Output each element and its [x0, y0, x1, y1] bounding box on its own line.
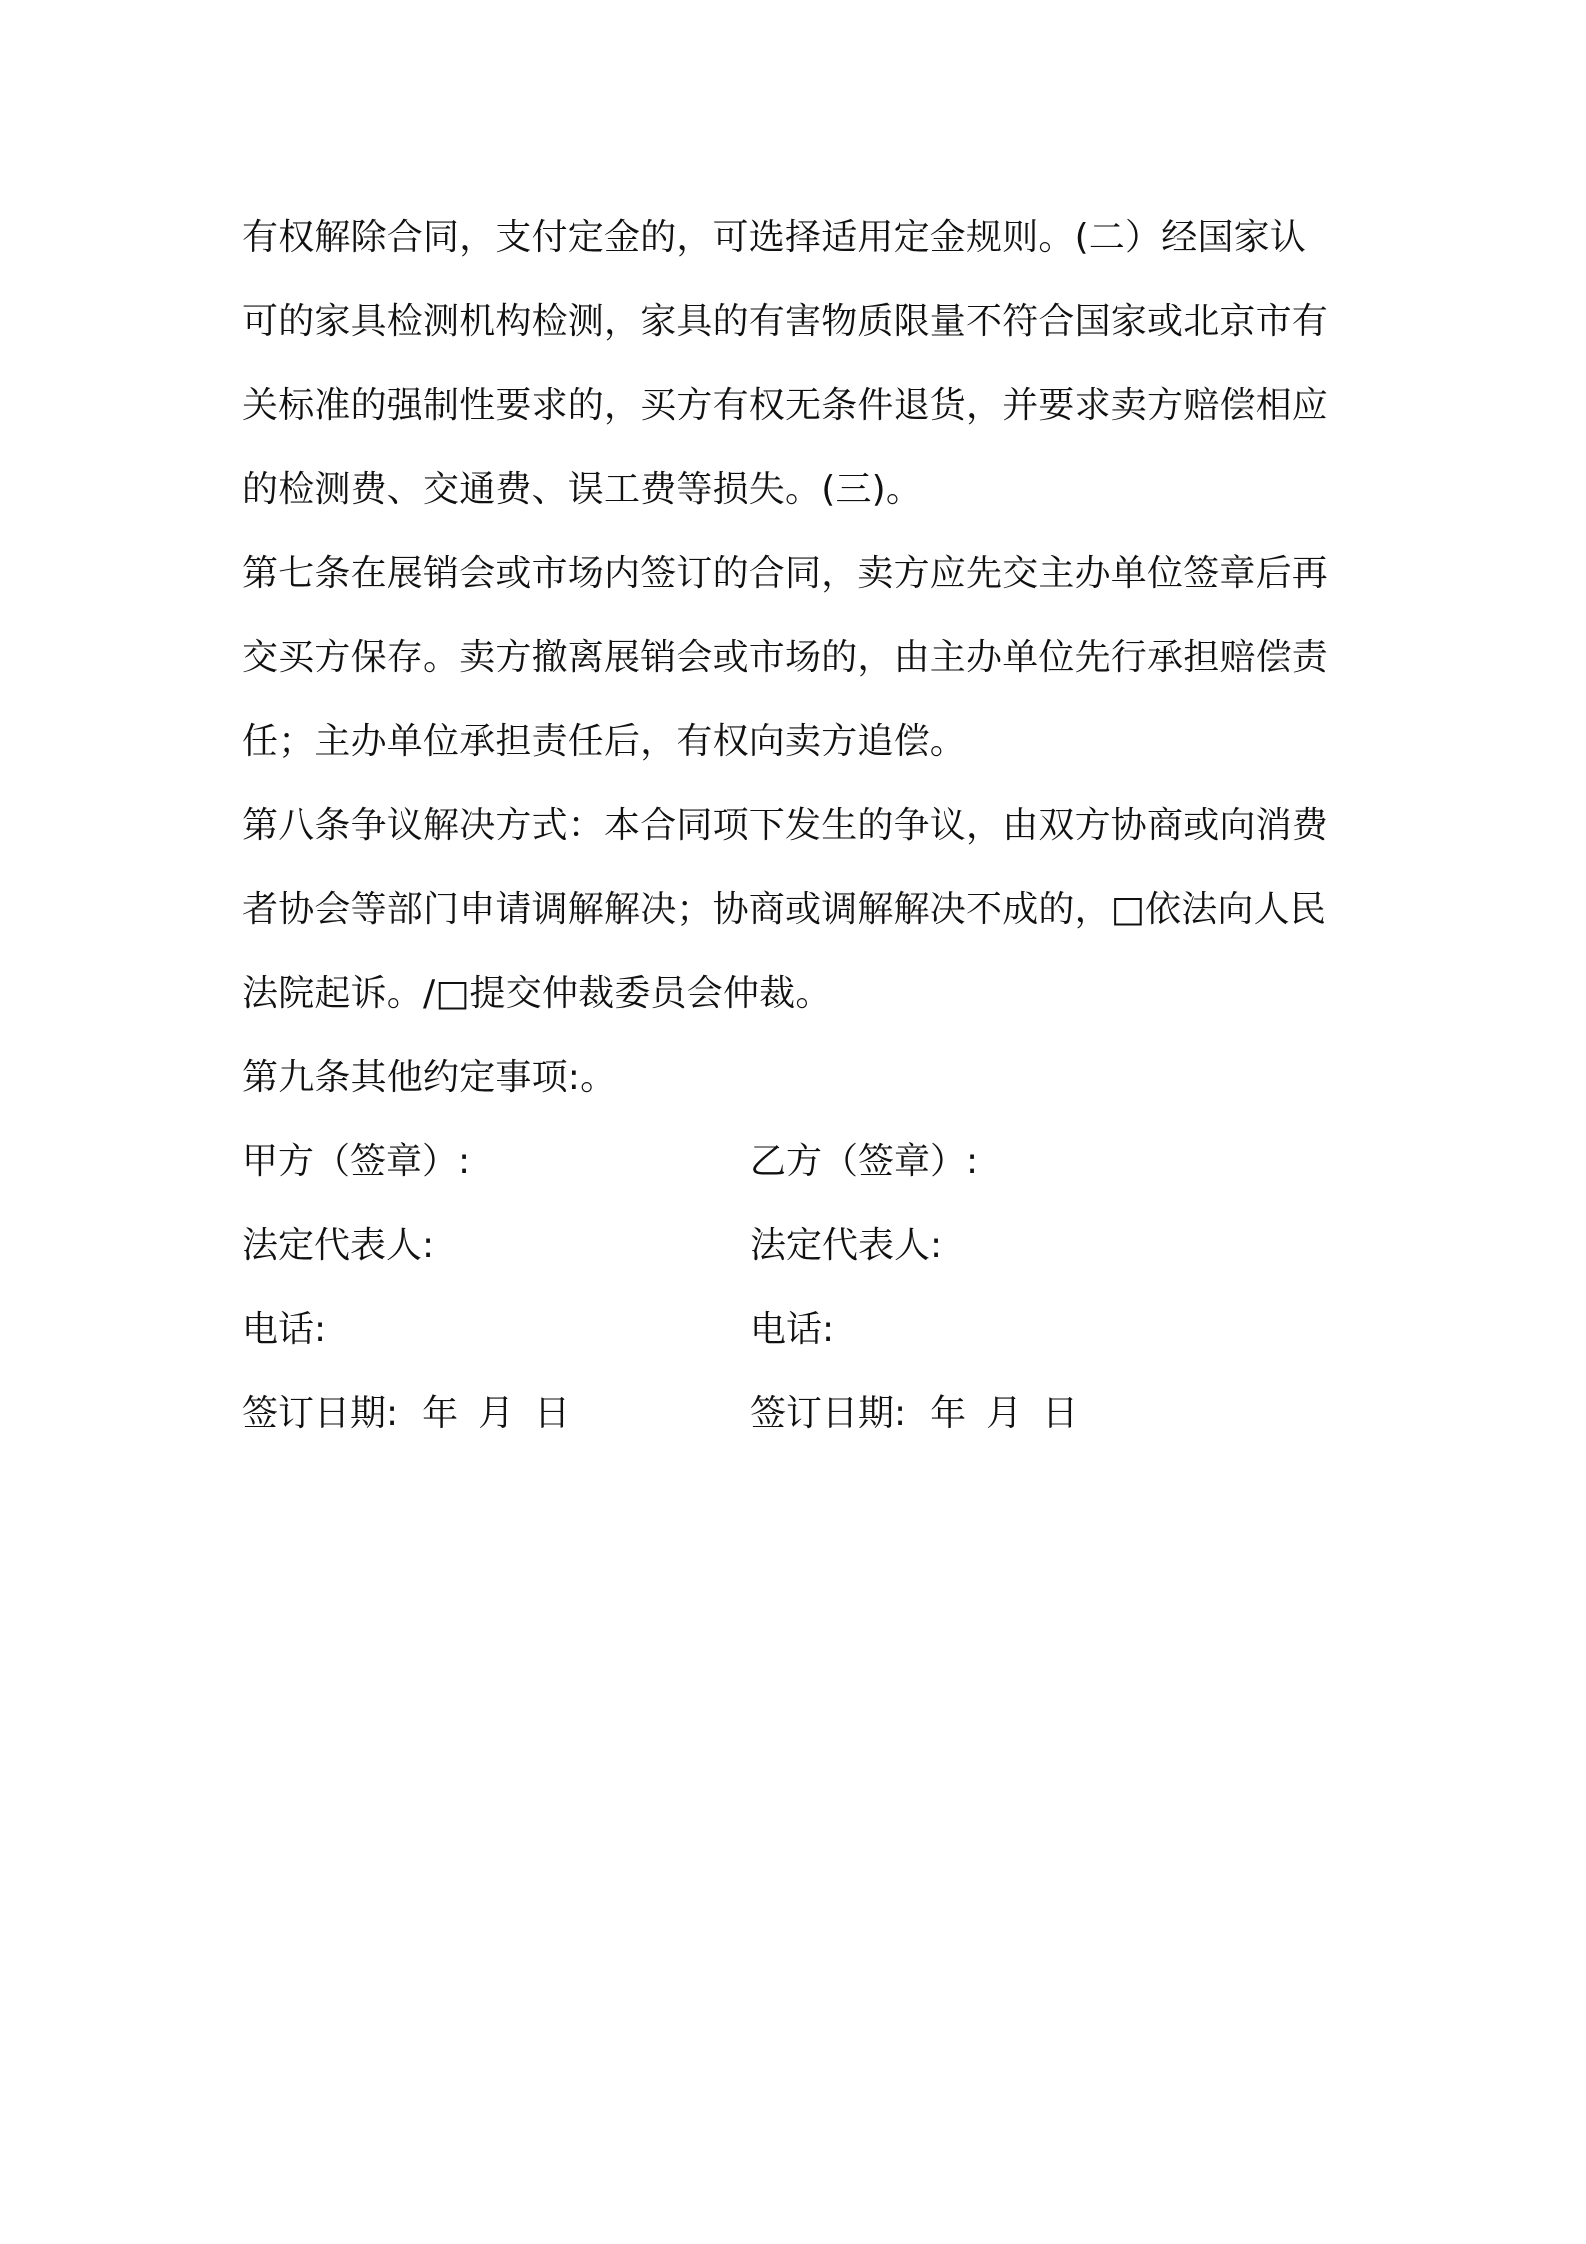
text-line: 可的家具检测机构检测，家具的有害物质限量不符合国家或北京市有 [242, 301, 1329, 342]
clause-6-continuation [242, 196, 1362, 532]
text-line: 的检测费、交通费、误工费等损失。(三)。 [242, 469, 923, 510]
text-line: 有权解除合同，支付定金的，可选择适用定金规则。(二）经国家认 [242, 217, 1307, 258]
party-a-seal: 甲方（签章）: [242, 1141, 471, 1182]
party-b-rep: 法定代表人: [750, 1225, 943, 1266]
date-year: 年 [930, 1393, 967, 1434]
party-b-seal: 乙方（签章）: [750, 1141, 979, 1182]
date-label: 签订日期: [750, 1393, 907, 1434]
signature-row-phone [242, 1288, 1362, 1372]
date-day: 日 [1042, 1393, 1079, 1434]
party-a-rep: 法定代表人: [242, 1225, 435, 1266]
date-year: 年 [422, 1393, 459, 1434]
party-a-phone: 电话: [242, 1309, 327, 1350]
signature-row-date [242, 1372, 1362, 1456]
text-line: 关标准的强制性要求的，买方有权无条件退货，并要求卖方赔偿相应 [242, 385, 1329, 426]
text-line: 法院起诉。/□提交仲裁委员会仲裁。 [242, 973, 832, 1014]
text-line: 第七条在展销会或市场内签订的合同，卖方应先交主办单位签章后再 [242, 553, 1329, 594]
signature-row-seal [242, 1120, 1362, 1204]
date-month: 月 [986, 1393, 1023, 1434]
text-line: 任；主办单位承担责任后，有权向卖方追偿。 [242, 721, 967, 762]
party-b-date [750, 1372, 1310, 1456]
clause-7 [242, 532, 1362, 784]
party-a-date [242, 1372, 750, 1456]
clause-8 [242, 784, 1362, 1036]
signature-row-rep [242, 1204, 1362, 1288]
signature-block [242, 1120, 1362, 1456]
clause-9 [242, 1036, 1362, 1120]
text-line: 交买方保存。卖方撤离展销会或市场的，由主办单位先行承担赔偿责 [242, 637, 1329, 678]
date-label: 签订日期: [242, 1393, 399, 1434]
text-line: 者协会等部门申请调解解决；协商或调解解决不成的，□依法向人民 [242, 889, 1327, 930]
contract-content [242, 196, 1362, 1456]
date-day: 日 [534, 1393, 571, 1434]
text-line: 第八条争议解决方式：本合同项下发生的争议，由双方协商或向消费 [242, 805, 1329, 846]
text-line: 第九条其他约定事项:。 [242, 1057, 617, 1098]
date-month: 月 [478, 1393, 515, 1434]
party-b-phone: 电话: [750, 1309, 835, 1350]
